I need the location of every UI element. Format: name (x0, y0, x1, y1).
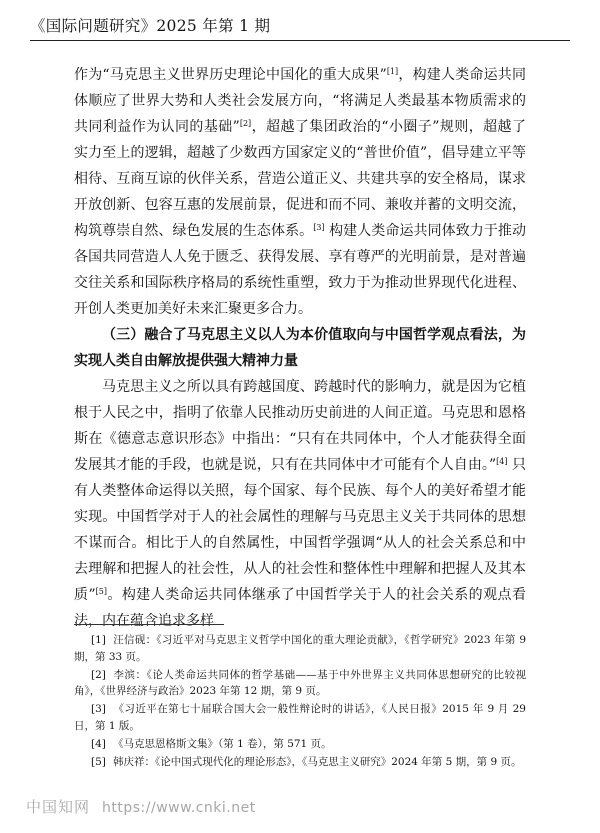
article-body (74, 62, 526, 634)
paragraph-2-text-1: 马克思主义之所以具有跨越国度、跨越时代的影响力，就是因为它植根于人民之中，指明了依靠人民推动历史前进的人间正道。马克思和恩格斯在《德意志意识形态》中指出：“只有在共同体中，个人才能获得全面发展其才能的手段，也就是说，只有在共同体中才可能有个人自由。” (74, 379, 526, 473)
footnote-number: [3] (91, 703, 106, 715)
footnote-text: 《马克思恩格斯文集》（第 1 卷），第 571 页。 (113, 737, 332, 750)
paragraph-1-text-1: 作为“马克思主义世界历史理论中国化的重大成果” (74, 67, 387, 83)
footnote-text: 《习近平在第七十届联合国大会一般性辩论时的讲话》，《人民日报》2015 年 9 月 29 日，第 1 版。 (74, 703, 526, 732)
paragraph-2 (74, 374, 526, 634)
footnote-5 (74, 754, 526, 771)
cnki-logo: 中国知网 (26, 798, 91, 816)
footnote-ref-1[interactable]: [1] (386, 67, 399, 76)
footnote-number: [4] (91, 737, 106, 750)
footnote-4 (74, 736, 526, 753)
footnote-ref-5[interactable]: [5] (95, 587, 107, 596)
footnote-3 (74, 701, 526, 734)
paragraph-2-text-3: 。构建人类命运共同体继承了中国哲学关于人的社会关系的观点看法，内在蕴含追求多样 (74, 587, 526, 629)
footnote-ref-4[interactable]: [4] (496, 457, 508, 466)
header-divider (30, 40, 570, 41)
section-heading: （三）融合了马克思主义以人为本价值取向与中国哲学观点看法，为实现人类自由解放提供强大精神力量 (74, 327, 526, 369)
footnote-divider (74, 624, 224, 625)
paragraph-2-text-2: 只有人类整体命运得以关照，每个国家、每个民族、每个人的美好希望才能实现。中国哲学对于人的社会属性的理解与马克思主义关于共同体的思想不谋而合。相比于人的自然属性，中国哲学强调“从人的社会关系总和中去理解和把握人的社会性，从人的社会性和整体性中理解和把握人及其本质” (74, 457, 527, 603)
footnote-2 (74, 667, 526, 700)
journal-header: 《国际问题研究》2025 年第 1 期 (30, 17, 271, 35)
paragraph-1-text-2: ，构建人类命运共同体顺应了世界大势和人类社会发展方向，“将满足人类最基本物质需求的共同利益作为认同的基础” (74, 67, 526, 135)
footnotes (74, 632, 526, 772)
cnki-url[interactable]: https://www.cnki.net (102, 800, 256, 816)
paragraph-1 (74, 62, 526, 322)
footnote-text: 汪信砚：《习近平对马克思主义哲学中国化的重大理论贡献》，《哲学研究》2023 年第 9 期，第 33 页。 (74, 634, 526, 663)
footnote-text: 韩庆祥：《论中国式现代化的理论形态》，《马克思主义研究》2024 年第 5 期，第 9 页。 (113, 755, 522, 768)
footnote-ref-2[interactable]: [2] (239, 119, 252, 128)
footnote-text: 李滨：《论人类命运共同体的哲学基础——基于中外世界主义共同体思想研究的比较视角》，《世界经济与政治》2023 年第 12 期，第 9 页。 (74, 668, 526, 697)
paragraph-1-text-3: ，超越了集团政治的“小圈子”规则，超越了实力至上的逻辑，超越了少数西方国家定义的“普世价值”，倡导建立平等相待、互商互谅的伙伴关系，营造公道正义、共建共享的安全格局，谋求开放创新、包容互惠的发展前景，促进和而不同、兼收并蓄的文明交流，构筑尊崇自然、绿色发展的生态体系。 (74, 119, 526, 239)
footnote-number: [1] (91, 634, 106, 646)
footnote-number: [2] (91, 668, 106, 681)
footnote-number: [5] (91, 755, 106, 768)
cnki-watermark (26, 796, 256, 817)
paragraph-1-text-4: 构建人类命运共同体致力于推动各国共同营造人人免于匮乏、获得发展、享有尊严的光明前景，是对普遍交往关系和国际秩序格局的系统性重塑，致力于为推动世界现代化进程、开创人类更加美好未来汇聚更多合力。 (74, 223, 527, 317)
footnote-1 (74, 632, 526, 665)
footnote-ref-3[interactable]: [3] (313, 223, 325, 232)
